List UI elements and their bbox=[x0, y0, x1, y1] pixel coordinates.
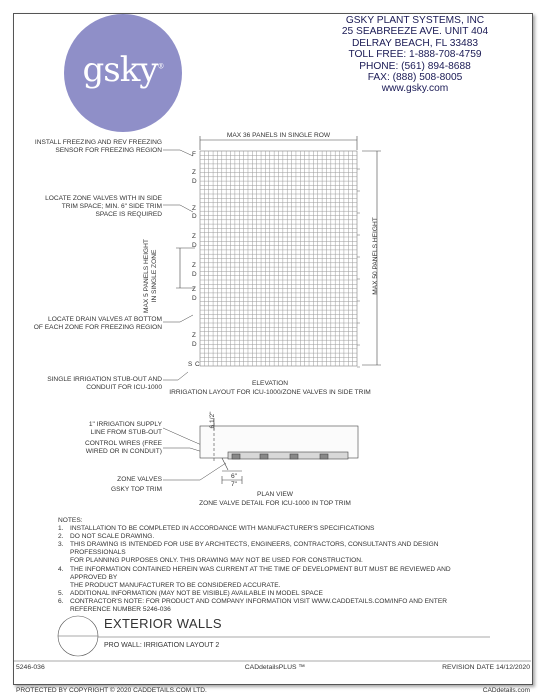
zone-height-line-2: IN SINGLE ZONE bbox=[151, 249, 158, 303]
callout-line: OF EACH ZONE FOR FREEZING REGION bbox=[33, 324, 162, 331]
reference-number: 5246-036 bbox=[16, 664, 45, 671]
note-item bbox=[58, 566, 478, 582]
note-number: 3. bbox=[58, 541, 64, 549]
row-letter: Z bbox=[192, 205, 196, 212]
revision-date: REVISION DATE 14/12/2020 bbox=[442, 664, 530, 671]
row-letter: D bbox=[192, 271, 197, 278]
callout-top-trim: GSKY TOP TRIM bbox=[110, 486, 162, 493]
company-address-2: DELRAY BEACH, FL 33483 bbox=[351, 37, 479, 49]
note-text: CONTRACTOR'S NOTE: FOR PRODUCT AND COMPANY INFORMATION VISIT WWW.CADDETAILS.COM/INFO AND ENTER bbox=[70, 597, 447, 605]
plan-view-detail bbox=[200, 418, 358, 484]
drawing-subtitle: PRO WALL: IRRIGATION LAYOUT 2 bbox=[104, 642, 220, 649]
note-item bbox=[58, 533, 478, 541]
callout-line: SPACE IS REQUIRED bbox=[95, 211, 162, 218]
plan-dim-6-1-2: 6 1/2" bbox=[209, 411, 216, 429]
company-website[interactable]: www.gsky.com bbox=[381, 83, 449, 95]
callout-line: 1" IRRIGATION SUPPLY bbox=[88, 421, 162, 428]
row-letter: D bbox=[192, 295, 197, 302]
note-item bbox=[58, 582, 478, 590]
note-text: THE INFORMATION CONTAINED HEREIN WAS CURRENT AT THE TIME OF DEVELOPMENT BUT MUST BE REVIEWED AND APPROVED BY bbox=[70, 565, 451, 581]
row-letter: F bbox=[192, 151, 196, 158]
callout-line: CONDUIT FOR ICU-1000 bbox=[86, 384, 162, 391]
cadetails-plus-label: CADdetailsPLUS ™ bbox=[244, 664, 306, 671]
callout-line: LINE FROM STUB-OUT bbox=[90, 429, 162, 436]
note-item bbox=[58, 525, 478, 533]
plan-view-title: PLAN VIEW bbox=[257, 491, 293, 498]
copyright-notice: PROTECTED BY COPYRIGHT © 2020 CADDETAILS.COM LTD. bbox=[16, 687, 207, 694]
drawing-title: EXTERIOR WALLS bbox=[104, 616, 222, 631]
company-tollfree: TOLL FREE: 1-888-708-4759 bbox=[348, 49, 482, 61]
row-letter: Z bbox=[192, 169, 196, 176]
row-letter: C bbox=[195, 361, 200, 368]
row-letter: D bbox=[192, 178, 197, 185]
row-letter: D bbox=[192, 242, 197, 249]
notes-section bbox=[58, 517, 478, 614]
row-letter: D bbox=[192, 213, 197, 220]
callout-line: INSTALL FREEZING AND REV FREEZING bbox=[34, 139, 162, 146]
callout-drain-valves bbox=[20, 316, 162, 332]
note-item bbox=[58, 557, 478, 565]
company-phone: PHONE: (561) 894-8688 bbox=[359, 60, 471, 72]
callout-line: SENSOR FOR FREEZING REGION bbox=[55, 147, 162, 154]
zone-height-line-1: MAX 5 PANELS HEIGHT bbox=[143, 239, 150, 313]
elevation-subtitle: IRRIGATION LAYOUT FOR ICU-1000/ZONE VALVES IN SIDE TRIM bbox=[169, 389, 371, 396]
company-address-1: 25 SEABREEZE AVE. UNIT 404 bbox=[341, 26, 489, 38]
elevation-grid bbox=[200, 151, 360, 367]
title-block-lines bbox=[13, 616, 531, 661]
callout-line: TRIM SPACE; MIN. 6" SIDE TRIM bbox=[61, 203, 162, 210]
row-letter: Z bbox=[192, 233, 196, 240]
plan-dim-7: 7" bbox=[230, 481, 237, 488]
callout-line: LOCATE ZONE VALVES WITH IN SIDE bbox=[45, 195, 162, 202]
callout-freezing-sensor bbox=[20, 139, 162, 155]
note-number: 5. bbox=[58, 589, 64, 597]
note-number: 1. bbox=[58, 525, 64, 533]
note-item bbox=[58, 606, 478, 614]
note-item bbox=[58, 590, 478, 598]
row-letter: Z bbox=[192, 332, 196, 339]
max-panels-height-label: MAX 50 PANELS HEIGHT bbox=[372, 217, 379, 295]
callout-control-wires bbox=[20, 440, 162, 456]
elevation-title: ELEVATION bbox=[251, 380, 289, 387]
plan-view-subtitle: ZONE VALVE DETAIL FOR ICU-1000 IN TOP TRIM bbox=[199, 500, 351, 507]
max-panels-row-label: MAX 36 PANELS IN SINGLE ROW bbox=[226, 132, 331, 139]
note-text: REFERENCE NUMBER 5246-036 bbox=[70, 606, 171, 614]
callout-line: CONTROL WIRES (FREE bbox=[84, 440, 162, 447]
note-text: THIS DRAWING IS INTENDED FOR USE BY ARCHITECTS, ENGINEERS, CONTRACTORS, CONSULTANTS AND DESIGN PROFESSIONALS bbox=[70, 541, 439, 557]
max-zone-height-label bbox=[143, 221, 159, 331]
note-text: INSTALLATION TO BE COMPLETED IN ACCORDANCE WITH MANUFACTURER'S SPECIFICATIONS bbox=[70, 525, 375, 533]
note-number: 2. bbox=[58, 533, 64, 541]
caddetails-link[interactable]: CADdetails.com bbox=[482, 687, 530, 694]
note-text: FOR PLANNING PURPOSES ONLY. THIS DRAWING MAY NOT BE USED FOR CONSTRUCTION. bbox=[70, 557, 363, 565]
note-number: 4. bbox=[58, 565, 64, 573]
callout-line: WIRED OR IN CONDUIT) bbox=[85, 448, 162, 455]
note-item bbox=[58, 598, 478, 606]
note-number bbox=[58, 582, 70, 590]
note-item bbox=[58, 541, 478, 557]
note-number bbox=[58, 606, 70, 614]
notes-heading: NOTES: bbox=[58, 517, 83, 524]
callout-stub-out bbox=[20, 376, 162, 392]
note-text: DO NOT SCALE DRAWING. bbox=[70, 533, 155, 541]
company-fax: FAX: (888) 508-8005 bbox=[367, 72, 463, 84]
logo-text: gsky® bbox=[82, 50, 164, 90]
callout-zone-valves: ZONE VALVES bbox=[117, 476, 162, 483]
note-number bbox=[58, 557, 70, 565]
row-letter: D bbox=[192, 341, 197, 348]
row-letter: Z bbox=[192, 286, 196, 293]
callout-line: SINGLE IRRIGATION STUB-OUT AND bbox=[47, 376, 162, 383]
note-text: ADDITIONAL INFORMATION (MAY NOT BE VISIBLE) AVAILABLE IN MODEL SPACE bbox=[70, 589, 323, 597]
notes-list bbox=[58, 525, 478, 614]
callout-line: LOCATE DRAIN VALVES AT BOTTOM bbox=[48, 316, 162, 323]
company-name: GSKY PLANT SYSTEMS, INC bbox=[345, 15, 485, 26]
note-number: 6. bbox=[58, 597, 64, 605]
row-letter: Z bbox=[192, 262, 196, 269]
callout-zone-valves-side bbox=[20, 195, 162, 219]
callout-supply-line bbox=[20, 421, 162, 437]
note-text: THE PRODUCT MANUFACTURER TO BE CONSIDERED ACCURATE. bbox=[70, 581, 281, 589]
row-letter: S bbox=[188, 361, 193, 368]
plan-dim-6: 6" bbox=[230, 473, 237, 480]
